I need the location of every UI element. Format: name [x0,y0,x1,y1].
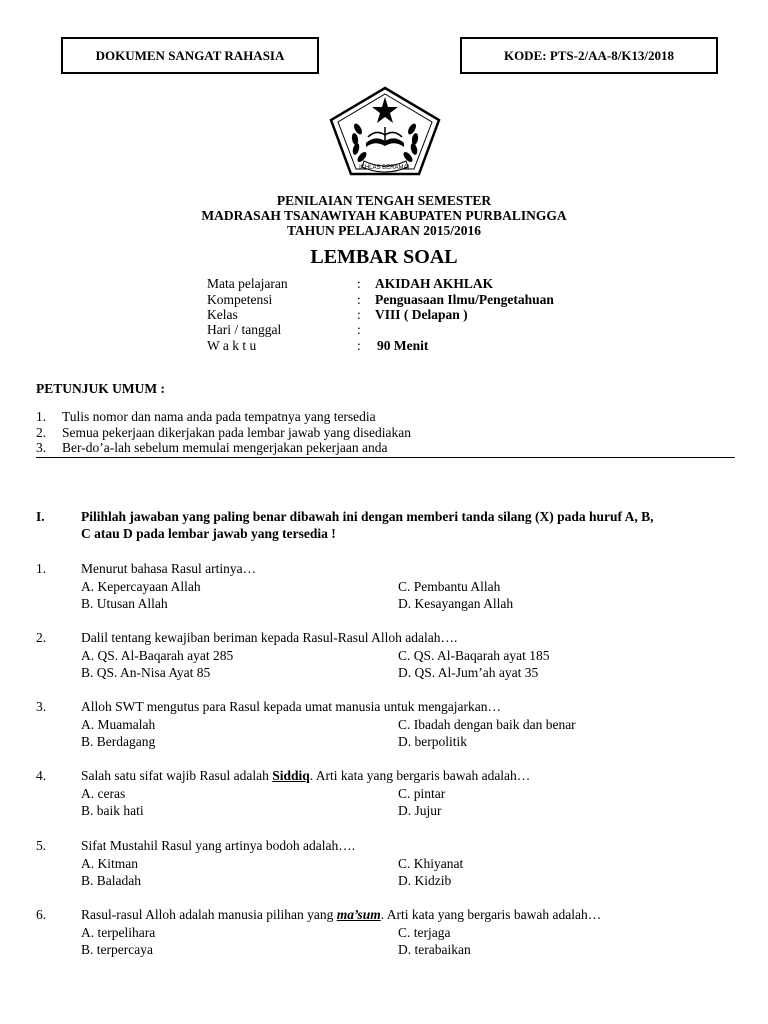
info-value: 90 Menit [377,338,429,353]
info-label: W a k t u [207,338,257,353]
question-number: 5. [36,838,47,853]
info-label: Mata pelajaran [207,276,288,291]
instruction-number: 3. [36,440,47,455]
option-d: D. Jujur [398,803,442,818]
school-name: MADRASAH TSANAWIYAH KABUPATEN PURBALINGGA [201,208,567,223]
option-a: A. ceras [81,786,126,801]
question-stem: Salah satu sifat wajib Rasul adalah Siddiq. Arti kata yang bergaris bawah adalah… [81,768,531,783]
info-colon: : [357,338,361,353]
option-b: B. QS. An-Nisa Ayat 85 [81,665,211,680]
question-number: 2. [36,630,47,645]
option-d: D. Kesayangan Allah [398,596,514,611]
ministry-logo [328,85,442,177]
info-colon: : [357,307,361,322]
instruction-text: Ber-do’a-lah sebelum memulai mengerjakan pekerjaan anda [62,440,388,455]
option-a: A. Kitman [81,856,138,871]
logo-motto: IKHLAS BERAMAL [359,165,411,171]
option-b: B. Utusan Allah [81,596,168,611]
option-a: A. Muamalah [81,717,156,732]
instruction-text: Tulis nomor dan nama anda pada tempatnya yang tersedia [62,409,376,424]
option-c: C. terjaga [398,925,451,940]
instruction-number: 1. [36,409,47,424]
option-c: C. QS. Al-Baqarah ayat 185 [398,648,550,663]
option-b: B. terpercaya [81,942,153,957]
confidential-label: DOKUMEN SANGAT RAHASIA [95,47,285,63]
underlined-term: Siddiq [272,768,310,783]
option-d: D. QS. Al-Jum’ah ayat 35 [398,665,539,680]
instruction-number: 2. [36,425,47,440]
option-c: C. Ibadah dengan baik dan benar [398,717,576,732]
info-value: Penguasaan Ilmu/Pengetahuan [375,292,554,307]
info-value: AKIDAH AKHLAK [375,276,494,291]
question-stem: Rasul-rasul Alloh adalah manusia pilihan yang ma’sum. Arti kata yang bergaris bawah adalah… [81,907,602,922]
option-d: D. berpolitik [398,734,467,749]
option-d: D. Kidzib [398,873,452,888]
info-value: VIII ( Delapan ) [375,307,468,322]
question-stem: Menurut bahasa Rasul artinya… [81,561,257,576]
exam-title: PENILAIAN TENGAH SEMESTER [276,193,492,208]
section-number: I. [36,509,45,524]
option-a: A. QS. Al-Baqarah ayat 285 [81,648,234,663]
question-number: 1. [36,561,47,576]
document-code: KODE: PTS-2/AA-8/K13/2018 [503,47,675,63]
sheet-title: LEMBAR SOAL [310,246,458,268]
section-instruction-line1: Pilihlah jawaban yang paling benar dibawah ini dengan memberi tanda silang (X) pada huruf A, B, [81,509,654,524]
divider [36,457,735,458]
option-c: C. Khiyanat [398,856,464,871]
question-stem: Alloh SWT mengutus para Rasul kepada umat manusia untuk mengajarkan… [81,699,502,714]
option-c: C. Pembantu Allah [398,579,501,594]
info-colon: : [357,322,361,337]
school-year: TAHUN PELAJARAN 2015/2016 [286,223,481,238]
code-box [460,37,718,74]
question-number: 4. [36,768,47,783]
instruction-text: Semua pekerjaan dikerjakan pada lembar jawab yang disediakan [62,425,411,440]
option-d: D. terabaikan [398,942,471,957]
option-b: B. Baladah [81,873,141,888]
info-label: Kompetensi [207,292,273,307]
question-number: 6. [36,907,47,922]
underlined-term: ma’sum [336,907,381,922]
section-instruction-line2: C atau D pada lembar jawab yang tersedia ! [81,526,336,541]
option-a: A. Kepercayaan Allah [81,579,201,594]
option-b: B. baik hati [81,803,144,818]
question-number: 3. [36,699,47,714]
option-c: C. pintar [398,786,446,801]
info-colon: : [357,276,361,291]
option-a: A. terpelihara [81,925,156,940]
info-label: Hari / tanggal [207,322,282,337]
question-stem: Sifat Mustahil Rasul yang artinya bodoh adalah…. [81,838,356,853]
question-stem: Dalil tentang kewajiban beriman kepada Rasul-Rasul Alloh adalah…. [81,630,458,645]
info-colon: : [357,292,361,307]
confidential-box [61,37,319,74]
option-b: B. Berdagang [81,734,156,749]
info-label: Kelas [207,307,238,322]
instructions-title: PETUNJUK UMUM : [36,381,165,396]
